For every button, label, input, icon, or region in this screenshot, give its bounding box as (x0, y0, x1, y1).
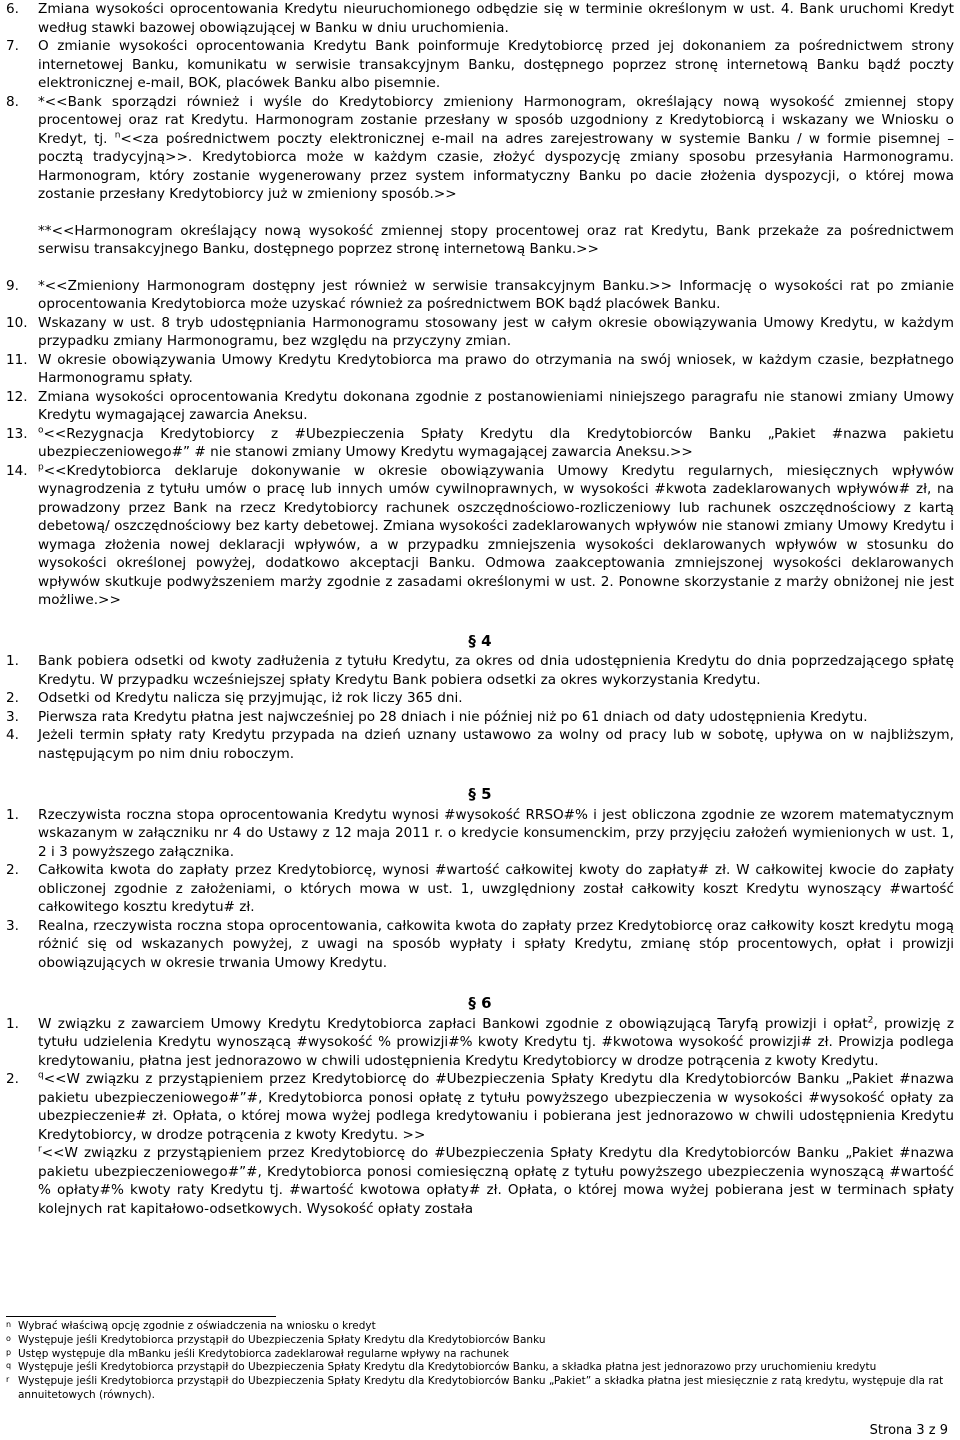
item-text: Zmiana wysokości oprocentowania Kredytu nieuruchomionego odbędzie się w terminie określonym w ust. 4. Bank uruchomi Kredyt według stawki bazowej obowiązującej w Banku w dniu uruchomienia. (38, 1, 954, 36)
document-page (6, 0, 954, 1218)
item-number: 12. (6, 388, 28, 405)
item-text: *<<Bank sporządzi również i wyśle do Kredytobiorcy zmieniony Harmonogram, określający nową wysokość zmiennej stopy procentowej oraz rat Kredytu. Harmonogram zostanie przesłany w sposób uzgodniony z Kredytobiorcą i wskazany we Wniosku o Kredyt, tj. (38, 93, 954, 147)
list-item (6, 277, 954, 314)
footnote-ref: n (114, 129, 121, 140)
item-text: <<W związku z przystąpieniem przez Kredytobiorcę do #Ubezpieczenia Spłaty Kredytu dla Kredytobiorców Banku „Pakiet #nazwa pakietu ubezpieczeniowego#”#, Kredytobiorca ponosi opłatę z tytułu powyższego ubezpieczenia w wysokości #wysokość opłaty za ubezpieczenie# zł. Opłata, o której mowa wyżej podlega kredytowaniu i pobierana jest jednorazowo w chwili udostępnienia Kredytu Kredytobiorcy, w drodze potrącenia z kwoty Kredytu. >> (38, 1071, 954, 1143)
item-number: 2. (6, 690, 19, 706)
item-number: 2. (6, 862, 19, 878)
footnote-ref: 2 (867, 1014, 874, 1025)
footnote-ref: p (38, 461, 44, 472)
item-number: 13. (6, 425, 28, 442)
section-heading-4: § 4 (468, 631, 492, 650)
footnote-separator (6, 1316, 276, 1317)
item-number: 4. (6, 727, 19, 743)
footnote-ref: q (38, 1070, 44, 1081)
item-text: Jeżeli termin spłaty raty Kredytu przypada na dzień uznany ustawowo za wolny od pracy lub w sobotę, upływa on w najbliższym, następującym po nim dniu roboczym. (38, 727, 954, 762)
item-number: 1. (6, 1015, 19, 1032)
item-text: <<Kredytobiorca deklaruje dokonywanie w okresie obowiązywania Umowy Kredytu regularnych, miesięcznych wpływów wynagrodzenia z tytułu umów o pracę lub innych umów cywilnoprawnych, w wysokości #kwota zadeklarowanych wpływów# zł, na prowadzony przez Bank na rzecz Kredytobiorcy rachunek oszczędnościowo-rozliczeniowy lub rachunek oszczędnościowy z kartą debetową/ oszczędnościowy bez karty debetowej. Zmiana wysokości zadeklarowanych wpływów nie stanowi zmiany Umowy Kredytu i wymaga złożenia nowej deklaracji wpływów, a w przypadku zmniejszenia wysokości deklarowanych wpływów w stosunku do wysokości określonej powyżej, dodatkowo akceptacji Banku. Odmowa zaakceptowania zmniejszonej wysokości deklarowanych wpływów skutkuje podwyższeniem marży zgodnie z zasadami określonymi w ust. 2. Ponowne skorzystanie z marży obniżonej nie jest możliwe.>> (38, 462, 954, 608)
list-item (6, 708, 954, 727)
list-item (6, 861, 954, 917)
list-item (6, 1070, 954, 1144)
footnote-text: Występuje jeśli Kredytobiorca przystąpił do Ubezpieczenia Spłaty Kredytu dla Kredytobiorców Banku, a składka płatna jest jednorazowo przy uruchomieniu kredytu (18, 1361, 877, 1374)
item-text: Realna, rzeczywista roczna stopa oprocentowania, całkowita kwota do zapłaty przez Kredytobiorcę oraz całkowity koszt kredytu mogą różnić się od wskazanych powyżej, z uwagi na sposób wypłaty i spłaty Kredytu, zmianę stóp procentowych, opłat i prowizji obowiązujących w okresie trwania Umowy Kredytu. (38, 917, 954, 971)
list-item (6, 689, 954, 708)
list-item (6, 0, 954, 37)
item-text: <<Rezygnacja Kredytobiorcy z #Ubezpieczenia Spłaty Kredytu dla Kredytobiorców Banku „Pakiet #nazwa pakietu ubezpieczeniowego#” # nie stanowi zmiany Umowy Kredytu wymagającej zawarcia Aneksu.>> (38, 425, 954, 460)
section-heading-5: § 5 (468, 785, 492, 803)
item-text: *<<Zmieniony Harmonogram dostępny jest również w serwisie transakcyjnym Banku.>> Informację o wysokości rat po zmianie oprocentowania Kredytobiorca może uzyskać również za pośrednictwem BOK bądź placówek Banku. (38, 277, 954, 312)
item-text: Wskazany w ust. 8 tryb udostępniania Harmonogramu stosowany jest w całym okresie obowiązywania Umowy Kredytu, w każdym przypadku zmiany Harmonogramu, bez względu na przyczyny zmian. (38, 314, 954, 349)
list-item (6, 425, 954, 462)
footnote: o Występuje jeśli Kredytobiorca przystąpił do Ubezpieczenia Spłaty Kredytu dla Kredytobiorców Banku (6, 1333, 546, 1346)
item-text: , prowizję z tytułu udzielenia Kredytu wynoszącą #wysokość % prowizji#% kwoty Kredytu tj. #kwotowa wysokość prowizji# zł. Prowizja podlega kredytowaniu, płatna jest jednorazowo w chwili udostępnienia Kredytu Kredytobiorcy w drodze potrącenia z kwoty Kredytu. (38, 1015, 954, 1069)
page-number: Strona 3 z 9 (869, 1423, 948, 1438)
item-number: 14. (6, 462, 28, 479)
footnote: q Występuje jeśli Kredytobiorca przystąpił do Ubezpieczenia Spłaty Kredytu dla Kredytobiorców Banku, a składka płatna jest jednorazowo przy uruchomieniu kredytu (6, 1361, 877, 1374)
footnote-ref: o (38, 424, 44, 435)
list-item (6, 462, 954, 610)
footnote-ref: r (38, 1144, 42, 1155)
footnote-text: Ustęp występuje dla mBanku jeśli Kredytobiorca zadeklarował regularne wpływy na rachunek (18, 1347, 509, 1360)
item-number: 1. (6, 806, 19, 823)
alternative-note: **<<Harmonogram określający nową wysokość zmiennej stopy procentowej oraz rat Kredytu, Bank przekaże za pośrednictwem serwisu transakcyjnego Banku, dostępnego poprzez stronę internetową Banku.>> (38, 222, 954, 257)
item-number: 7. (6, 38, 19, 54)
list-section-4 (6, 652, 954, 763)
item-text: <<W związku z przystąpieniem przez Kredytobiorcę do #Ubezpieczenia Spłaty Kredytu dla Kredytobiorców Banku „Pakiet #nazwa pakietu ubezpieczeniowego#”#, Kredytobiorca ponosi comiesięczną opłatę z tytułu powyższego ubezpieczenia wynoszącą #wartość % opłaty#% kwoty raty Kredytu tj. #wartość kwotowa opłaty# zł. Opłata, o której mowa wyżej pobierana jest w terminach spłaty kolejnych rat kapitałowo-odsetkowych. Wysokość opłaty została (38, 1145, 954, 1217)
footnote-text: Występuje jeśli Kredytobiorca przystąpił do Ubezpieczenia Spłaty Kredytu dla Kredytobiorców Banku „Pakiet” a składka płatna jest miesięcznie z ratą kredytu, występuje dla rat annuitetowych (równych). (18, 1375, 944, 1401)
item-text: W okresie obowiązywania Umowy Kredytu Kredytobiorca ma prawo do otrzymania na swój wniosek, w każdym czasie, bezpłatnego Harmonogramu spłaty. (38, 351, 954, 386)
item-text: Pierwsza rata Kredytu płatna jest najwcześniej po 28 dniach i nie później niż po 61 dniach od daty udostępnienia Kredytu. (38, 708, 868, 725)
item-text: Rzeczywista roczna stopa oprocentowania Kredytu wynosi #wysokość RRSO#% i jest obliczona zgodnie ze wzorem matematycznym wskazanym w załączniku nr 4 do Ustawy z 12 maja 2011 r. o kredycie konsumenckim, przy przyjęciu założeń wymienionych w ust. 1, 2 i 3 powyższego załącznika. (38, 806, 954, 860)
list-section-5 (6, 806, 954, 973)
footnote-text: Występuje jeśli Kredytobiorca przystąpił do Ubezpieczenia Spłaty Kredytu dla Kredytobiorców Banku (18, 1333, 546, 1346)
item-text: Zmiana wysokości oprocentowania Kredytu dokonana zgodnie z postanowieniami niniejszego paragrafu nie stanowi zmiany Umowy Kredytu wymagającej zawarcia Aneksu. (38, 388, 954, 423)
item-number: 2. (6, 1071, 19, 1087)
list-item (6, 917, 954, 973)
footnote-text: Wybrać właściwą opcję zgodnie z oświadczenia na wniosku o kredyt (18, 1320, 376, 1332)
footnote: p Ustęp występuje dla mBanku jeśli Kredytobiorca zadeklarował regularne wpływy na rachunek (6, 1347, 509, 1360)
item-number: 3. (6, 917, 19, 934)
section-heading-6: § 6 (468, 994, 492, 1012)
item-number: 1. (6, 653, 19, 669)
list-item (6, 1015, 954, 1071)
item-text: Bank pobiera odsetki od kwoty zadłużenia z tytułu Kredytu, za okres od dnia udostępnienia Kredytu do dnia poprzedzającego spłatę Kredytu. W przypadku wcześniejszej spłaty Kredytu Bank pobiera odsetki za okres wykorzystania Kredytu. (38, 653, 954, 688)
list-section-6 (6, 1015, 954, 1219)
list-item (6, 388, 954, 425)
list-item (6, 93, 954, 204)
item-text: W związku z zawarciem Umowy Kredytu Kredytobiorca zapłaci Bankowi zgodnie z obowiązującą Taryfą prowizji i opłat (38, 1015, 868, 1032)
item-number: 11. (6, 351, 28, 368)
item-text: <<za pośrednictwem poczty elektronicznej e-mail na adres zarejestrowany w systemie Banku / w formie pisemnej – pocztą tradycyjną>>. Kredytobiorca może w każdym czasie, złożyć dyspozycję zmiany sposobu przesyłania Harmonogramu. Harmonogram, który zostanie wygenerowany przez system informatyczny Banku po dacie złożenia dyspozycji, o której mowa zostanie przesłany Kredytobiorcy już w zmieniony sposób.>> (38, 130, 955, 202)
list-section-3-a (6, 0, 954, 610)
item-number: 9. (6, 277, 19, 294)
list-item (6, 314, 954, 351)
list-item (6, 351, 954, 388)
item-text: Odsetki od Kredytu nalicza się przyjmując, iż rok liczy 365 dni. (38, 690, 463, 706)
item-number: 8. (6, 93, 19, 110)
item-number: 3. (6, 708, 19, 725)
item-number: 10. (6, 314, 28, 331)
list-item (6, 726, 954, 763)
alternative-clause (6, 1144, 954, 1218)
item-number: 6. (6, 1, 19, 17)
list-item (6, 806, 954, 862)
footnote: r Występuje jeśli Kredytobiorca przystąpił do Ubezpieczenia Spłaty Kredytu dla Kredytobiorców Banku „Pakiet” a składka płatna jest miesięcznie z ratą kredytu, występuje dla rat annuitetowych (równych). (6, 1375, 944, 1401)
footnotes (6, 1320, 954, 1403)
footnote: n Wybrać właściwą opcję zgodnie z oświadczenia na wniosku o kredyt (6, 1320, 376, 1332)
list-item (6, 37, 954, 93)
item-text: Całkowita kwota do zapłaty przez Kredytobiorcę, wynosi #wartość całkowitej kwoty do zapłaty# zł. W całkowitej kwocie do zapłaty obliczonej zgodnie z założeniami, o których mowa w ust. 1, uwzględniony został całkowity koszt Kredytu wynoszący #wartość całkowitego kosztu kredytu# zł. (38, 862, 954, 915)
item-text: O zmianie wysokości oprocentowania Kredytu Bank poinformuje Kredytobiorcę przed jej dokonaniem za pośrednictwem strony internetowej Banku, komunikatu w serwisie transakcyjnym Banku, dostępnego poprzez stronę internetową Banku bądź poczty elektronicznej e-mail, BOK, placówek Banku albo pisemnie. (38, 38, 954, 91)
list-item (6, 652, 954, 689)
